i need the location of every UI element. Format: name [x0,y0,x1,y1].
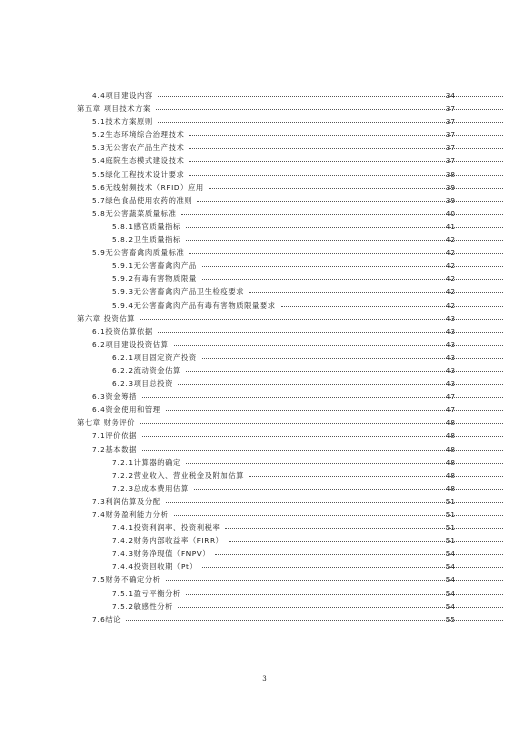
toc-entry-title: 5.1技术方案原则 [92,117,153,127]
toc-entry-page-number: 42 [445,261,455,271]
dot-leader [229,533,503,542]
toc-entry-title: 7.6结论 [92,614,122,624]
dot-leader [186,455,503,464]
toc-entry-page-number: 48 [445,457,455,467]
toc-entry-page-number: 54 [445,601,455,611]
dot-leader [202,559,503,568]
dot-leader [186,232,503,241]
dot-leader [249,284,503,293]
toc-entry-title: 7.1评价依据 [92,431,137,441]
dot-leader [249,468,503,477]
toc-entry-page-number: 39 [445,182,455,192]
toc-entry-page-number: 37 [445,104,455,114]
dot-leader [202,350,503,359]
toc-entry-title: 第五章 项目技术方案 [77,104,151,114]
toc-entry-page-number: 40 [445,208,455,218]
toc-entry-page-number: 42 [445,287,455,297]
toc-entry-page-number: 54 [445,549,455,559]
dot-leader [197,193,503,202]
toc-entry-page-number: 42 [445,248,455,258]
toc-entry-page-number: 37 [445,143,455,153]
dot-leader [209,180,503,189]
toc-entry-title: 6.1投资估算依据 [92,326,153,336]
toc-entry-title: 5.7绿色食品使用农药的准则 [92,195,193,205]
dot-leader [281,298,503,307]
toc-entry-title: 7.2.2营业收入、营业税金及附加估算 [112,470,245,480]
dot-leader [215,546,503,555]
toc-entry-page-number: 37 [445,156,455,166]
toc-entry-title: 5.8无公害蔬菜质量标准 [92,208,177,218]
toc-entry-page-number: 54 [445,575,455,585]
toc-entry-page-number: 51 [445,536,455,546]
toc-entry-page-number: 48 [445,483,455,493]
toc-entry-page-number: 54 [445,588,455,598]
toc-entry-page-number: 38 [445,169,455,179]
toc-entry-page-number: 55 [445,614,455,624]
dot-leader [186,219,503,228]
toc-entry-title: 5.9.4无公害畜禽肉产品有毒有害物质限量要求 [112,300,276,310]
toc-entry-page-number: 47 [445,405,455,415]
toc-entry-page-number: 43 [445,326,455,336]
toc-entry-title: 6.2项目建设投资估算 [92,339,169,349]
toc-entry-title: 6.3资金筹措 [92,392,137,402]
toc-entry-title: 5.3无公害农产品生产技术 [92,143,185,153]
toc-entry-title: 6.4资金使用和管理 [92,405,161,415]
toc-entry-title: 5.5绿化工程技术设计要求 [92,169,185,179]
toc-entry-title: 6.2.2流动资金估算 [112,365,181,375]
toc-entry-title: 7.2基本数据 [92,444,137,454]
toc-entry-title: 第六章 投资估算 [77,313,136,323]
toc-entry-page-number: 48 [445,418,455,428]
dot-leader [189,153,503,162]
toc-entry-title: 7.3利润估算及分配 [92,496,161,506]
toc-entry-title: 4.4项目建设内容 [92,91,153,100]
toc-entry-page-number: 54 [445,562,455,572]
dot-leader [189,140,503,149]
toc-entry-page-number: 37 [445,117,455,127]
toc-entry-title: 7.4.3财务净现值（FNPV） [112,549,211,559]
toc-entry-page-number: 43 [445,352,455,362]
toc-entry-title: 5.9.3无公害畜禽肉产品卫生检疫要求 [112,287,245,297]
toc-entry-page-number: 37 [445,130,455,140]
toc-entry-page-number: 34 [445,91,455,100]
toc-entry-title: 5.9.2有毒有害物质限量 [112,274,197,284]
toc-entry-title: 7.4.1投资利润率、投资利税率 [112,523,221,533]
toc-entry-page-number: 39 [445,195,455,205]
toc-entry-page-number: 51 [445,510,455,519]
toc-entry-title: 7.5财务不确定分析 [92,575,161,585]
toc-entry-page-number: 43 [445,379,455,389]
toc-entry-page-number: 51 [445,496,455,506]
dot-leader [202,258,503,267]
toc-entry-title: 7.4.2财务内部收益率（FIRR） [112,536,224,546]
toc-entry-title: 5.6无线射频技术（RFID）应用 [92,182,204,192]
toc-entry-page-number: 43 [445,313,455,323]
toc-entry-page-number: 43 [445,365,455,375]
dot-leader [186,363,503,372]
toc-entry-page-number: 41 [445,221,455,231]
toc-entry-page-number: 42 [445,274,455,284]
toc-entry[interactable] [0,613,529,626]
toc-entry-title: 7.5.1盈亏平衡分析 [112,588,181,598]
dot-leader [189,127,503,136]
toc-entry-page-number: 42 [445,300,455,310]
toc-entry-title: 7.5.2敏感性分析 [112,601,174,611]
toc-entry-title: 第七章 财务评价 [77,418,136,428]
dot-leader [202,271,503,280]
dot-leader [189,167,503,176]
toc-entry-title: 6.2.3项目总投资 [112,379,174,389]
toc-entry-title: 7.2.1计算器的确定 [112,457,181,467]
toc-entry-page-number: 48 [445,470,455,480]
dot-leader [186,586,503,595]
dot-leader [194,481,503,490]
toc-entry-title: 5.2生态环境综合治理技术 [92,130,185,140]
toc-entry-title: 6.2.1项目固定资产投资 [112,352,197,362]
page-number: 3 [262,675,267,683]
toc-entry-title: 5.8.2卫生质量指标 [112,235,181,245]
dot-leader [189,245,503,254]
toc-entry-title: 7.2.3总成本费用估算 [112,483,189,493]
toc-entry-title: 5.9.1无公害畜禽肉产品 [112,261,197,271]
toc-entry-page-number: 47 [445,392,455,402]
toc-entry-page-number: 48 [445,431,455,441]
toc-entry-title: 5.8.1感官质量指标 [112,221,181,231]
toc-entry-page-number: 51 [445,523,455,533]
dot-leader [225,520,503,529]
toc-entry-page-number: 48 [445,444,455,454]
toc-entry-page-number: 42 [445,235,455,245]
toc-entry-title: 5.4庭院生态模式建设技术 [92,156,185,166]
toc-entry-title: 7.4.4投资回收期（Pt） [112,562,198,572]
toc-entry-title: 5.9无公害畜禽肉质量标准 [92,248,185,258]
toc-entry-title: 7.4财务盈利能力分析 [92,510,169,519]
table-of-contents [0,89,529,626]
toc-entry-page-number: 43 [445,339,455,349]
